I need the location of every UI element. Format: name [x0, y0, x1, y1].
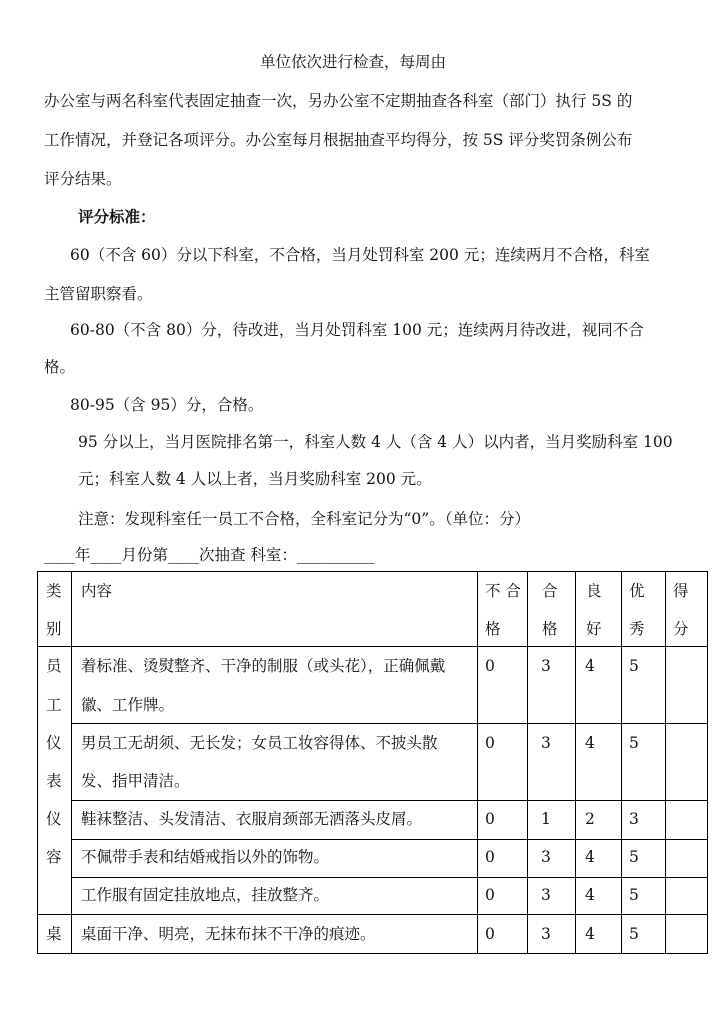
row-content: 桌面干净、明亮，无抹布抹不干净的痕迹。	[81, 925, 376, 943]
header-excellent-2: 秀	[629, 620, 645, 638]
category-char: 容	[46, 848, 62, 866]
row-pass: 3	[541, 734, 551, 752]
rule-4-line-a: 95 分以上，当月医院排名第一，科室人数 4 人（含 4 人）以内者，当月奖励科室 100	[78, 433, 673, 451]
inspection-form-line: ____年____月份第____次抽查 科室：__________	[44, 546, 375, 564]
category-char: 表	[46, 772, 62, 790]
row-fail: 0	[485, 925, 495, 943]
row-fail: 0	[485, 886, 495, 904]
row-fail: 0	[485, 734, 495, 752]
category-char: 员	[46, 657, 62, 675]
row-pass: 1	[541, 810, 551, 828]
row-pass: 3	[541, 925, 551, 943]
row-content: 着标准、烫熨整齐、干净的制服（或头花），正确佩戴	[81, 657, 446, 675]
header-fail-1: 不 合	[485, 582, 521, 600]
row-content: 男员工无胡须、无长发；女员工妆容得体、不披头散	[81, 734, 438, 752]
row-pass: 3	[541, 657, 551, 675]
row-good: 4	[585, 657, 595, 675]
rule-2-line-a: 60-80（不含 80）分，待改进，当月处罚科室 100 元；连续两月待改进，视同不合	[70, 321, 644, 339]
intro-line-4: 评分结果。	[44, 170, 122, 188]
row-good: 4	[585, 925, 595, 943]
row-content: 工作服有固定挂放地点，挂放整齐。	[81, 886, 330, 904]
row-excellent: 3	[629, 810, 639, 828]
row-content: 徽、工作牌。	[81, 696, 175, 714]
row-excellent: 5	[629, 848, 639, 866]
row-excellent: 5	[629, 657, 639, 675]
row-excellent: 5	[629, 925, 639, 943]
header-score-2: 分	[673, 620, 689, 638]
row-good: 2	[585, 810, 595, 828]
header-pass-2: 格	[542, 620, 558, 638]
category-char: 仪	[46, 810, 62, 828]
rule-2-line-b: 格。	[44, 358, 76, 376]
header-excellent-1: 优	[629, 582, 645, 600]
rule-1-line-b: 主管留职察看。	[44, 285, 153, 303]
row-excellent: 5	[629, 886, 639, 904]
rule-3: 80-95（含 95）分，合格。	[70, 396, 264, 414]
row-content: 鞋袜整洁、头发清洁、衣服肩颈部无洒落头皮屑。	[81, 810, 423, 828]
row-good: 4	[585, 734, 595, 752]
header-category-2: 别	[46, 620, 62, 638]
row-fail: 0	[485, 848, 495, 866]
row-pass: 3	[541, 886, 551, 904]
row-fail: 0	[485, 810, 495, 828]
standards-heading: 评分标准：	[78, 207, 156, 226]
row-pass: 3	[541, 848, 551, 866]
header-fail-2: 格	[485, 620, 501, 638]
header-pass-1: 合	[542, 582, 558, 600]
category-char: 仪	[46, 734, 62, 752]
note: 注意：发现科室任一员工不合格，全科室记分为“0”。（单位：分）	[78, 510, 530, 528]
row-excellent: 5	[629, 734, 639, 752]
rule-1-line-a: 60（不含 60）分以下科室，不合格，当月处罚科室 200 元；连续两月不合格，科室	[70, 246, 650, 264]
category-desk: 桌	[46, 925, 62, 943]
row-good: 4	[585, 886, 595, 904]
category-char: 工	[46, 696, 62, 714]
score-table	[37, 571, 708, 954]
header-good-2: 好	[586, 620, 602, 638]
row-content: 发、指甲清洁。	[81, 772, 190, 790]
header-good-1: 良	[586, 582, 602, 600]
intro-line-1: 单位依次进行检查，每周由	[260, 53, 447, 71]
header-category-1: 类	[46, 582, 62, 600]
rule-4-line-b: 元；科室人数 4 人以上者，当月奖励科室 200 元。	[78, 470, 432, 488]
row-content: 不佩带手表和结婚戒指以外的饰物。	[81, 848, 330, 866]
row-fail: 0	[485, 657, 495, 675]
header-score-1: 得	[673, 582, 689, 600]
header-content: 内容	[81, 582, 113, 600]
intro-line-2: 办公室与两名科室代表固定抽查一次，另办公室不定期抽查各科室（部门）执行 5S 的	[44, 92, 633, 110]
row-good: 4	[585, 848, 595, 866]
intro-line-3: 工作情况，并登记各项评分。办公室每月根据抽查平均得分，按 5S 评分奖罚条例公布	[44, 131, 633, 149]
